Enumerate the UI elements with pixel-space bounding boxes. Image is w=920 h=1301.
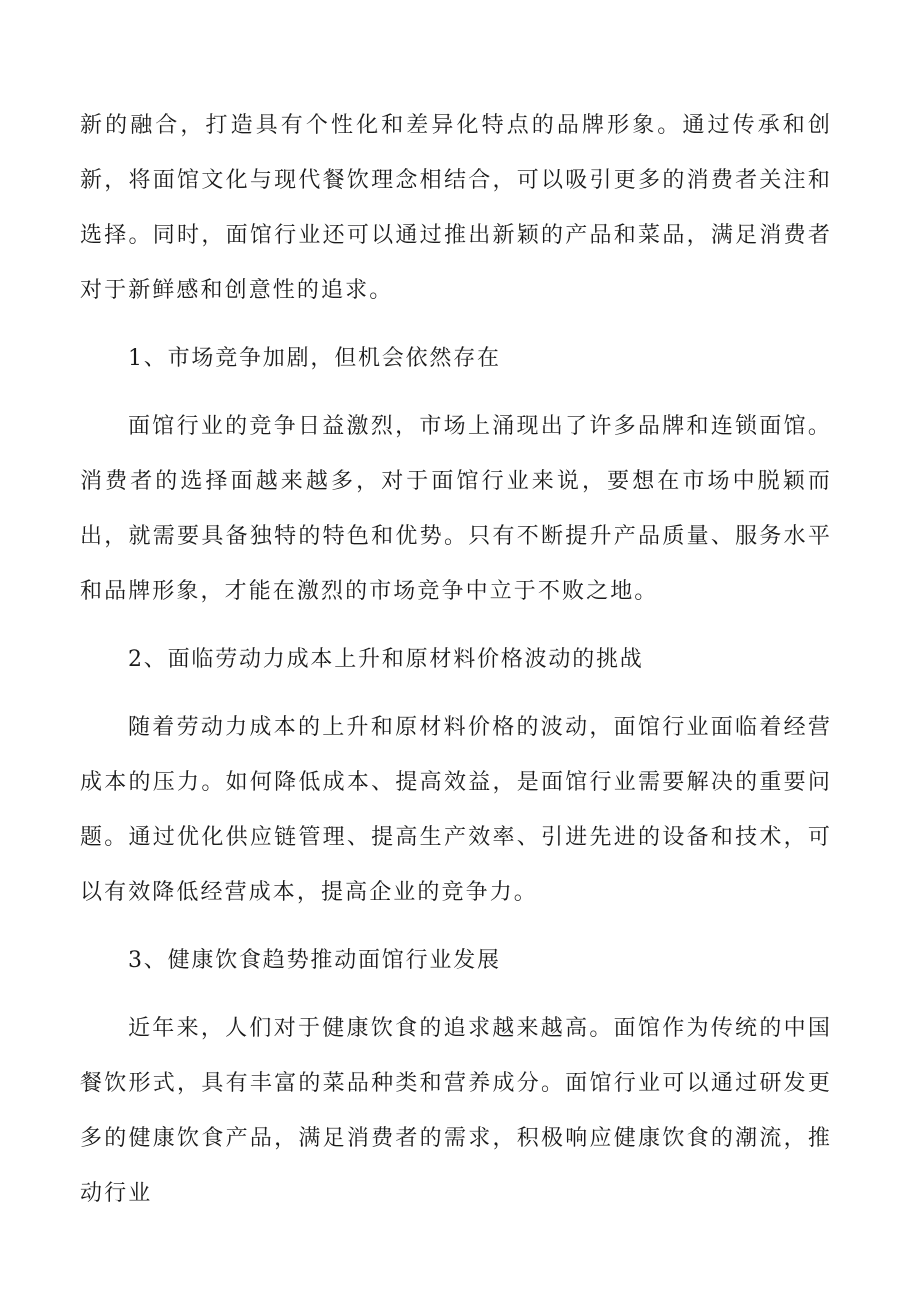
paragraph-healthy-eating: 近年来，人们对于健康饮食的追求越来越高。面馆作为传统的中国餐饮形式，具有丰富的菜品种类和营养成分。面馆行业可以通过研发更多的健康饮食产品，满足消费者的需求，积极响应健康饮食的潮流，推动行业 (80, 1016, 832, 1206)
section-heading-2: 2、面临劳动力成本上升和原材料价格波动的挑战 (128, 647, 644, 672)
document-page (80, 98, 832, 1221)
paragraph-intro-continuation: 新的融合，打造具有个性化和差异化特点的品牌形象。通过传承和创新，将面馆文化与现代餐饮理念相结合，可以吸引更多的消费者关注和选择。同时，面馆行业还可以通过推出新颖的产品和菜品，满足消费者对于新鲜感和创意性的追求。 (80, 113, 832, 303)
section-heading-1: 1、市场竞争加剧，但机会依然存在 (128, 346, 501, 371)
section-heading-3: 3、健康饮食趋势推动面馆行业发展 (128, 948, 501, 973)
paragraph-market-competition: 面馆行业的竞争日益激烈，市场上涌现出了许多品牌和连锁面馆。消费者的选择面越来越多，对于面馆行业来说，要想在市场中脱颖而出，就需要具备独特的特色和优势。只有不断提升产品质量、服务水平和品牌形象，才能在激烈的市场竞争中立于不败之地。 (80, 414, 832, 604)
paragraph-cost-challenges: 随着劳动力成本的上升和原材料价格的波动，面馆行业面临着经营成本的压力。如何降低成本、提高效益，是面馆行业需要解决的重要问题。通过优化供应链管理、提高生产效率、引进先进的设备和技术，可以有效降低经营成本，提高企业的竞争力。 (80, 715, 832, 905)
